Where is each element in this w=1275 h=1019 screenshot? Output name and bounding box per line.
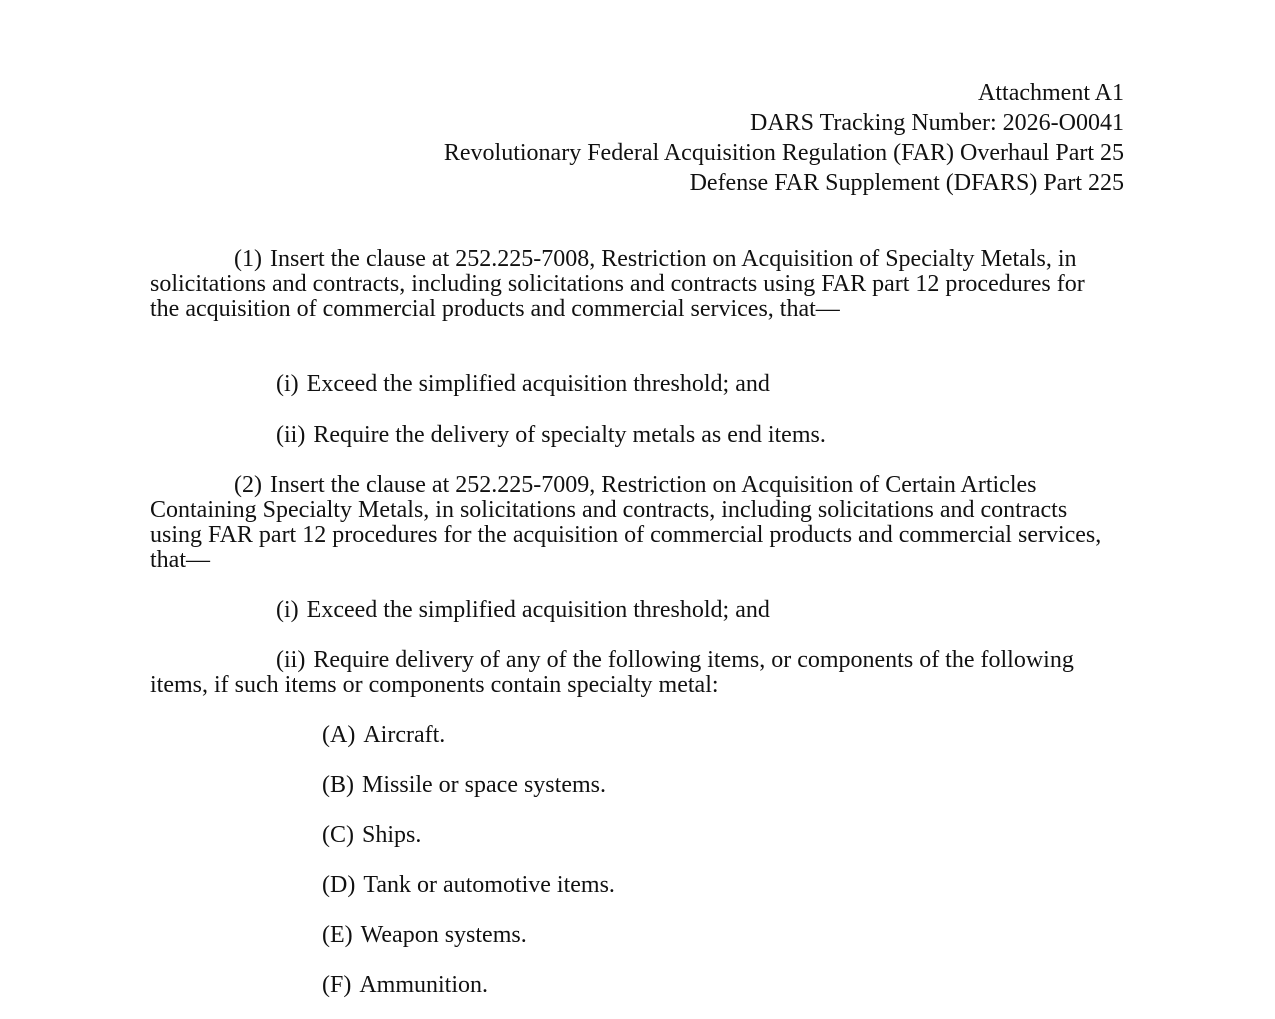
list-item-label: (B)	[322, 772, 354, 798]
list-item-text: Aircraft.	[363, 722, 446, 748]
list-item-text: Missile or space systems.	[362, 772, 606, 798]
list-item	[322, 973, 488, 998]
list-item-text: Ammunition.	[359, 972, 489, 998]
list-item-text: Weapon systems.	[360, 922, 527, 948]
far-part-title: Revolutionary Federal Acquisition Regulation (FAR) Overhaul Part 25	[443, 140, 1124, 166]
list-item	[322, 723, 445, 748]
paragraph-1-text: Insert the clause at 252.225-7008, Restriction on Acquisition of Specialty Metals, in solicitations and contracts, including solicitations and contracts using FAR part 12 procedures for the acquisition of commercial products and commercial services, that—	[150, 246, 1085, 322]
list-item-label: (D)	[322, 872, 356, 898]
paragraph-2	[150, 473, 1115, 573]
paragraph-1-i	[276, 372, 770, 397]
list-item	[322, 823, 421, 848]
paragraph-2-ii-label: (ii)	[276, 647, 306, 673]
paragraph-2-label: (2)	[234, 472, 262, 498]
paragraph-1	[150, 247, 1115, 322]
list-item	[322, 873, 615, 898]
list-item	[322, 773, 606, 798]
list-item-text: Tank or automotive items.	[363, 872, 615, 898]
attachment-label: Attachment A1	[978, 80, 1124, 106]
paragraph-1-ii	[276, 423, 826, 448]
list-item-text: Ships.	[362, 822, 422, 848]
list-item-label: (C)	[322, 822, 354, 848]
list-item	[322, 923, 527, 948]
list-item-label: (F)	[322, 972, 352, 998]
tracking-number: DARS Tracking Number: 2026-O0041	[749, 110, 1124, 136]
list-item-label: (E)	[322, 922, 353, 948]
paragraph-1-label: (1)	[234, 246, 262, 272]
list-item-label: (A)	[322, 722, 356, 748]
dfars-part-title: Defense FAR Supplement (DFARS) Part 225	[689, 170, 1124, 196]
paragraph-2-i-label: (i)	[276, 597, 299, 623]
paragraph-1-i-text: Exceed the simplified acquisition threshold; and	[306, 371, 770, 397]
paragraph-1-ii-text: Require the delivery of specialty metals as end items.	[313, 422, 826, 448]
paragraph-2-i-text: Exceed the simplified acquisition threshold; and	[306, 597, 770, 623]
paragraph-2-ii	[150, 648, 1115, 698]
paragraph-2-i	[276, 598, 770, 623]
paragraph-1-i-label: (i)	[276, 371, 299, 397]
paragraph-2-text: Insert the clause at 252.225-7009, Restriction on Acquisition of Certain Articles Containing Specialty Metals, in solicitations and contracts, including solicitations and contracts using FAR part 12 procedures for the acquisition of commercial products and commercial services, that—	[150, 472, 1102, 573]
paragraph-2-ii-text: Require delivery of any of the following items, or components of the following items, if such items or components contain specialty metal:	[150, 647, 1074, 698]
document-header	[444, 78, 1124, 198]
paragraph-1-ii-label: (ii)	[276, 422, 306, 448]
